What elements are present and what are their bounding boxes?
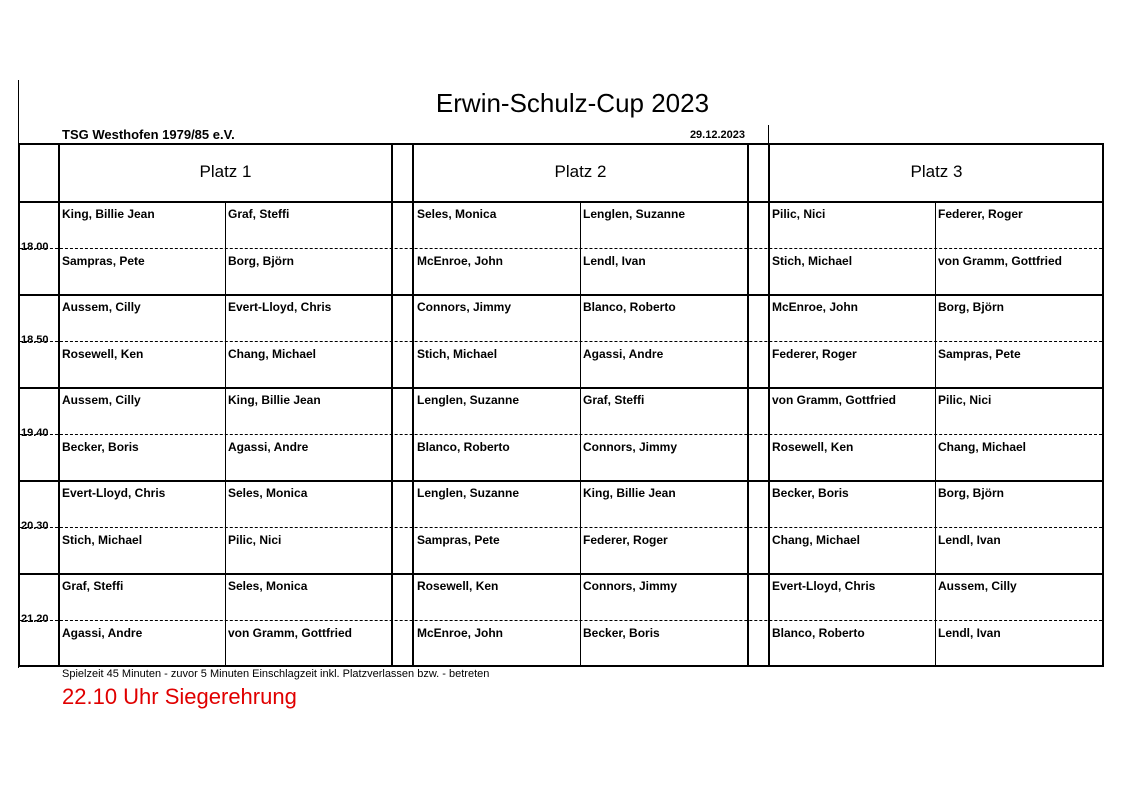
column-rule-4 (747, 143, 749, 667)
club-name: TSG Westhofen 1979/85 e.V. (62, 127, 235, 142)
player-name: von Gramm, Gottfried (938, 254, 1063, 268)
player-name: Graf, Steffi (62, 579, 124, 593)
player-name: Chang, Michael (772, 533, 861, 547)
player-name: Lendl, Ivan (583, 254, 646, 268)
time-slot: 19.40 (21, 427, 49, 439)
time-slot: 21.20 (21, 613, 49, 625)
player-name: McEnroe, John (417, 626, 504, 640)
player-name: Lenglen, Suzanne (417, 393, 520, 407)
player-name: Becker, Boris (772, 486, 849, 500)
player-name: Connors, Jimmy (583, 579, 678, 593)
player-name: Sampras, Pete (938, 347, 1021, 361)
time-slot: 18.50 (21, 334, 49, 346)
player-name: von Gramm, Gottfried (772, 393, 897, 407)
row-rule-4 (18, 480, 1104, 482)
player-name: Federer, Roger (772, 347, 857, 361)
round-middle-dash-0 (20, 248, 1102, 249)
player-name: Chang, Michael (228, 347, 317, 361)
player-name: Becker, Boris (583, 626, 660, 640)
player-name: McEnroe, John (772, 300, 859, 314)
player-name: Borg, Björn (938, 486, 1004, 500)
player-name: Lenglen, Suzanne (417, 486, 520, 500)
round-middle-dash-4 (20, 620, 1102, 621)
player-name: Graf, Steffi (228, 207, 290, 221)
page-title: Erwin-Schulz-Cup 2023 (435, 88, 710, 118)
column-rule-0 (18, 143, 20, 667)
round-middle-dash-3 (20, 527, 1102, 528)
player-name: Rosewell, Ken (417, 579, 499, 593)
award-ceremony-note: 22.10 Uhr Siegerehrung (62, 684, 297, 709)
player-name: Pilic, Nici (772, 207, 826, 221)
row-rule-3 (18, 387, 1104, 389)
player-name: Lendl, Ivan (938, 626, 1001, 640)
column-rule-5 (768, 143, 770, 667)
player-name: King, Billie Jean (583, 486, 676, 500)
player-name: Seles, Monica (417, 207, 497, 221)
row-rule-0 (18, 143, 1104, 145)
player-name: Chang, Michael (938, 440, 1027, 454)
player-name: Stich, Michael (62, 533, 143, 547)
player-name: Connors, Jimmy (583, 440, 678, 454)
court-header-3: Platz 3 (910, 162, 963, 181)
event-date: 29.12.2023 (689, 129, 745, 141)
column-rule-3 (412, 143, 414, 667)
player-name: Federer, Roger (583, 533, 668, 547)
player-name: Seles, Monica (228, 486, 308, 500)
player-name: Aussem, Cilly (62, 393, 141, 407)
player-name: Sampras, Pete (417, 533, 500, 547)
court-header-2: Platz 2 (554, 162, 607, 181)
time-slot: 20.30 (21, 520, 49, 532)
player-name: Rosewell, Ken (62, 347, 144, 361)
player-name: Lendl, Ivan (938, 533, 1001, 547)
player-name: Stich, Michael (417, 347, 498, 361)
player-name: Evert-Lloyd, Chris (228, 300, 332, 314)
player-name: Blanco, Roberto (583, 300, 676, 314)
row-rule-5 (18, 573, 1104, 575)
playtime-note: Spielzeit 45 Minuten - zuvor 5 Minuten Einschlagzeit inkl. Platzverlassen bzw. - betreten (62, 668, 490, 680)
player-name: Evert-Lloyd, Chris (772, 579, 876, 593)
player-name: Becker, Boris (62, 440, 139, 454)
player-name: Evert-Lloyd, Chris (62, 486, 166, 500)
player-name: Borg, Björn (228, 254, 294, 268)
player-name: King, Billie Jean (62, 207, 155, 221)
player-name: Federer, Roger (938, 207, 1023, 221)
row-rule-1 (18, 201, 1104, 203)
round-middle-dash-2 (20, 434, 1102, 435)
column-rule-2 (391, 143, 393, 667)
player-name: Seles, Monica (228, 579, 308, 593)
court-header-1: Platz 1 (199, 162, 252, 181)
player-name: King, Billie Jean (228, 393, 321, 407)
player-name: Agassi, Andre (583, 347, 664, 361)
column-rule-1 (58, 143, 60, 667)
player-name: Graf, Steffi (583, 393, 645, 407)
player-name: Sampras, Pete (62, 254, 145, 268)
player-name: Blanco, Roberto (772, 626, 865, 640)
column-rule-6 (1102, 143, 1104, 667)
player-name: Agassi, Andre (62, 626, 143, 640)
player-name: Lenglen, Suzanne (583, 207, 686, 221)
header-divider-line (768, 125, 769, 145)
round-middle-dash-1 (20, 341, 1102, 342)
row-rule-6 (18, 665, 1104, 667)
player-name: Rosewell, Ken (772, 440, 854, 454)
player-name: von Gramm, Gottfried (228, 626, 353, 640)
player-name: Aussem, Cilly (938, 579, 1017, 593)
player-name: Agassi, Andre (228, 440, 309, 454)
player-name: Blanco, Roberto (417, 440, 510, 454)
row-rule-2 (18, 294, 1104, 296)
player-name: McEnroe, John (417, 254, 504, 268)
player-name: Pilic, Nici (228, 533, 282, 547)
player-name: Aussem, Cilly (62, 300, 141, 314)
time-slot: 18.00 (21, 241, 49, 253)
player-name: Borg, Björn (938, 300, 1004, 314)
player-name: Stich, Michael (772, 254, 853, 268)
player-name: Connors, Jimmy (417, 300, 512, 314)
player-name: Pilic, Nici (938, 393, 992, 407)
